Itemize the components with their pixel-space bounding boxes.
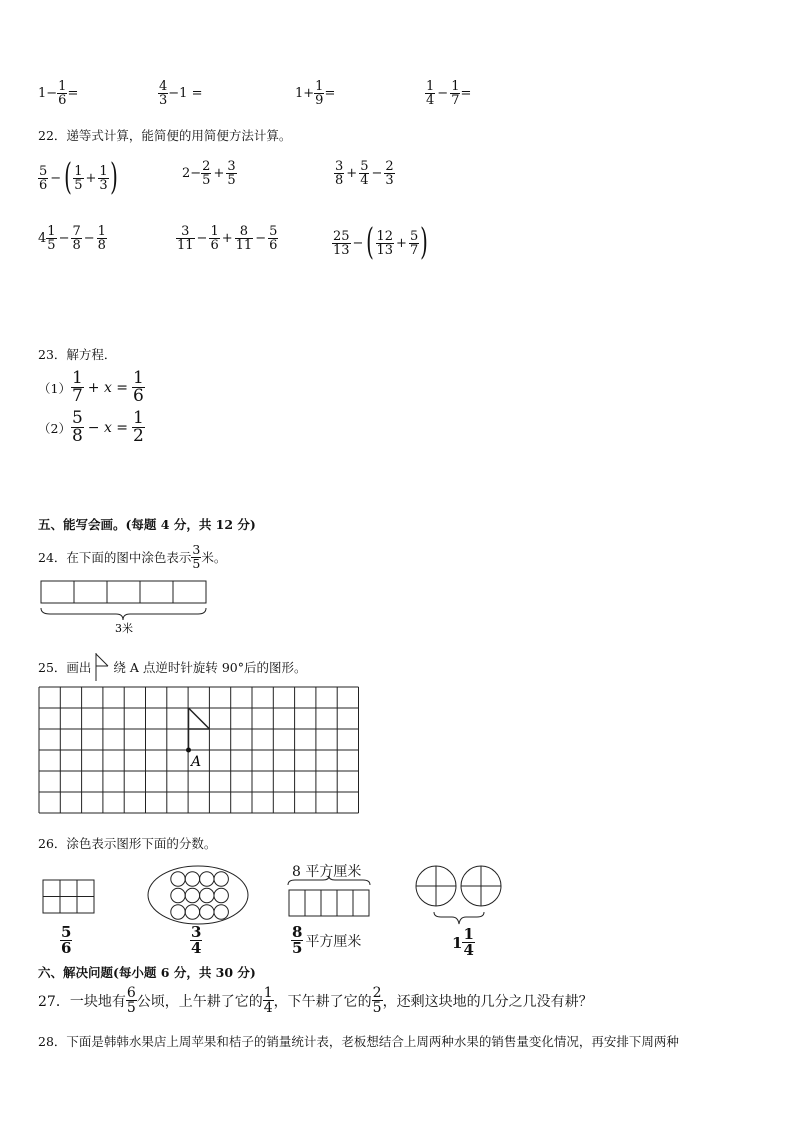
point-a — [186, 748, 191, 753]
small-circle[interactable] — [200, 872, 214, 886]
point-a-label: A — [191, 754, 202, 770]
small-circle[interactable] — [214, 888, 228, 902]
small-circle[interactable] — [171, 872, 185, 886]
q24-bar[interactable] — [41, 581, 206, 603]
section-6-title: 六、解决问题(每小题 6 分，共 30 分) — [38, 965, 256, 980]
small-circle[interactable] — [185, 905, 199, 919]
q24-segment-diagram — [38, 580, 213, 638]
calc-1-4-minus-1-7: $\frac{1}{4}$ − $\frac{1}{7}$ = — [426, 79, 472, 108]
calc-1-plus-1-9: 1+ $\frac{1}{9}$ = — [295, 79, 336, 108]
calc-1-minus-1-6: 1− $\frac{1}{6}$ = — [38, 79, 79, 108]
small-circle[interactable] — [171, 888, 185, 902]
q25-grid — [38, 686, 361, 816]
q26-area-label: 8 平方厘米 — [292, 864, 362, 880]
calc-4-3-minus-1: $\frac{4}{3}$ −1 = — [159, 79, 203, 108]
q26-rectangle-6-parts[interactable] — [42, 879, 96, 915]
q22-expr-e: $\frac{3}{11}$ − $\frac{1}{6}$ + $\frac{8}{11}$ − $\frac{5}{6}$ — [177, 224, 278, 253]
q22-expr-a: $\frac{5}{6}$ − ( $\frac{1}{5}$ + $\frac{1}{3}$ ) — [39, 157, 118, 198]
q26-oval-circles[interactable] — [146, 864, 250, 926]
q26-two-circles[interactable] — [414, 864, 506, 930]
small-circle[interactable] — [200, 905, 214, 919]
q28-text: 28．下面是韩韩水果店上周苹果和桔子的销量统计表，老板想结合上周两种水果的销售量变化情况，再安排下周两种 — [38, 1034, 679, 1049]
small-circle[interactable] — [185, 888, 199, 902]
small-circle[interactable] — [214, 872, 228, 886]
small-circle[interactable] — [185, 872, 199, 886]
q23-equation-1: （1） $\frac{1}{7}$ + x = $\frac{1}{6}$ — [38, 368, 144, 406]
q25-text: 25．画出 绕 A 点逆时针旋转 90°后的图形。 — [38, 652, 307, 682]
q22-expr-c: $\frac{3}{8}$ + $\frac{5}{4}$ − $\frac{2}{3}$ — [335, 159, 394, 188]
flag-hypotenuse — [189, 708, 210, 729]
q24-brace-label: 3米 — [115, 622, 133, 635]
q23-equation-2: （2） $\frac{5}{8}$ − x = $\frac{1}{2}$ — [38, 408, 144, 446]
q26-title: 26．涂色表示图形下面的分数。 — [38, 836, 217, 851]
q24-brace — [41, 608, 206, 620]
small-circle[interactable] — [214, 905, 228, 919]
q22-expr-d: 4 $\frac{1}{5}$ − $\frac{7}{8}$ − $\frac{1}{8}$ — [38, 224, 106, 253]
q26-fraction-2: $\frac{3}{4}$ — [191, 923, 202, 957]
section-5-title: 五、能写会画。(每题 4 分，共 12 分) — [38, 517, 256, 532]
q27-text: 27．一块地有 $\frac{6}{5}$ 公顷，上午耕了它的 $\frac{1}{4}$ ，下午耕了它的 $\frac{2}{5}$ ，还剩这块地的几分之几没有耕？ — [38, 985, 593, 1016]
q26-fraction-3: $\frac{8}{5}$ 平方厘米 — [292, 923, 362, 957]
q22-expr-b: 2− $\frac{2}{5}$ + $\frac{3}{5}$ — [182, 159, 236, 188]
small-circle[interactable] — [171, 905, 185, 919]
flag-shape-icon — [92, 652, 112, 682]
q24-text: 24．在下面的图中涂色表示 $\frac{3}{5}$ 米。 — [38, 542, 227, 571]
small-circle[interactable] — [200, 888, 214, 902]
q22-title: 22．递等式计算，能简便的用简便方法计算。 — [38, 128, 292, 143]
q22-expr-f: $\frac{25}{13}$ − ( $\frac{12}{13}$ + $\frac{5}{7}$ ) — [333, 222, 429, 263]
q26-fraction-4: 1 $\frac{1}{4}$ — [452, 925, 474, 959]
q23-title: 23．解方程． — [38, 347, 117, 362]
q26-brace-rectangle[interactable] — [286, 876, 372, 918]
q26-fraction-1: $\frac{5}{6}$ — [61, 923, 72, 957]
